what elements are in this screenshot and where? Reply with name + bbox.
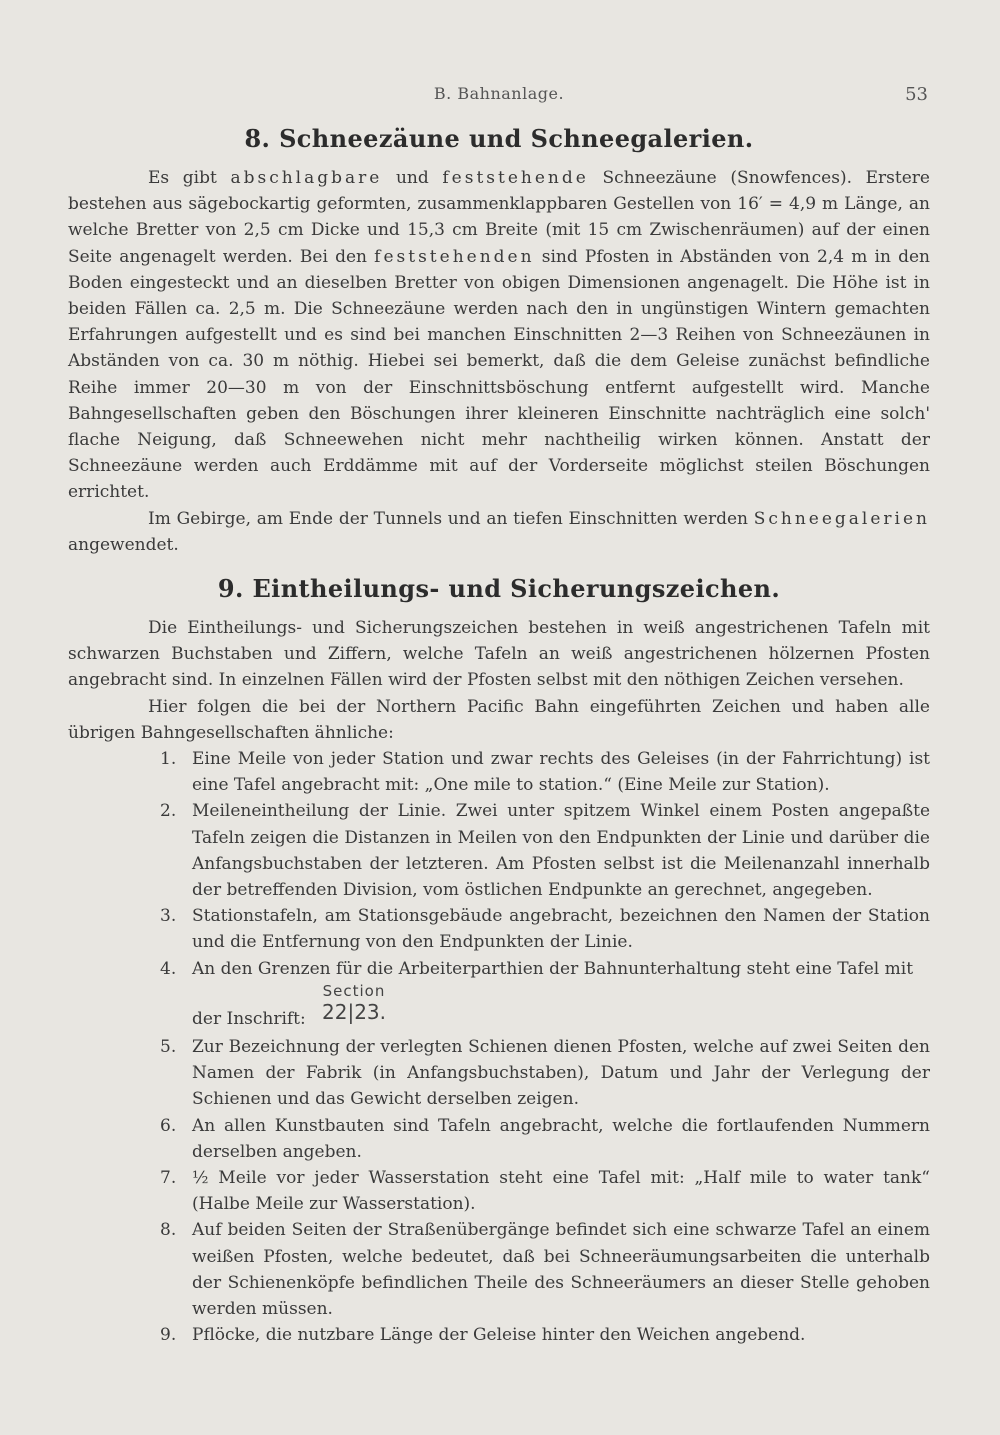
item-text: Eine Meile von jeder Station und zwar rechts des Geleises (in der Fahrrichtung) ist eine Tafel angebracht mit: „One mile to station.“ (Eine Meile zur Station). bbox=[192, 749, 930, 796]
inscription-row bbox=[192, 982, 930, 1034]
signs-list bbox=[68, 746, 930, 1348]
item-text: Pflöcke, die nutzbare Länge der Geleise hinter den Weichen angebend. bbox=[192, 1325, 806, 1346]
running-title: B. Bahnanlage. bbox=[433, 84, 565, 103]
section-8-paragraph-1 bbox=[68, 165, 930, 506]
list-item bbox=[68, 903, 930, 955]
inscription-lead: der Inschrift: bbox=[192, 1008, 306, 1029]
item-text: Zur Bezeichnung der verlegten Schienen dienen Pfosten, welche auf zwei Seiten den Namen der Fabrik (in Anfangsbuchstaben), Datum und Jahr der Verlegung der Schienen und das Gewicht derselben zeigen. bbox=[192, 1036, 930, 1110]
running-header bbox=[68, 84, 930, 114]
emphasis-schneegalerien: Schneegalerien bbox=[753, 508, 930, 529]
text-run: angewendet. bbox=[68, 534, 179, 555]
section-8-title: 8. Schneezäune und Schneegalerien. bbox=[244, 124, 754, 153]
text-run: Im Gebirge, am Ende der Tunnels und an tiefen Einschnitten werden bbox=[148, 508, 754, 529]
item-text: An allen Kunstbauten sind Tafeln angebracht, welche die fortlaufenden Nummern derselben angeben. bbox=[192, 1115, 930, 1162]
item-number: 5. bbox=[160, 1036, 177, 1057]
page-number: 53 bbox=[905, 84, 928, 105]
list-item bbox=[68, 798, 930, 903]
text-run: Schneezäune (Snowfences). Erstere bestehen aus sägebockartig geformten, zusammenklappbaren Gestellen von 16′ = 4,9 m Länge, an welche Bretter von 2,5 cm Dicke und 15,3 cm Breite (mit 15 cm Zwischenräumen) auf der einen Seite angenagelt werden. Bei den bbox=[68, 168, 930, 267]
list-item bbox=[68, 956, 930, 1034]
item-number: 3. bbox=[160, 906, 177, 927]
inscription-sign bbox=[322, 982, 386, 1024]
list-item bbox=[68, 1322, 930, 1348]
list-item bbox=[68, 1165, 930, 1217]
list-item bbox=[68, 746, 930, 798]
section-8-paragraph-2 bbox=[68, 506, 930, 558]
emphasis-feststehenden: feststehenden bbox=[374, 246, 535, 267]
item-number: 2. bbox=[160, 801, 177, 822]
inscription-line-2: 22|23. bbox=[322, 999, 386, 1024]
section-9-paragraph-2: Hier folgen die bei der Northern Pacific Bahn eingeführten Zeichen und haben alle übrigen Bahngesellschaften ähnliche: bbox=[68, 696, 930, 743]
text-run: Es gibt bbox=[148, 168, 231, 188]
list-item bbox=[68, 1034, 930, 1113]
section-9-title: 9. Eintheilungs- und Sicherungszeichen. bbox=[217, 574, 781, 604]
list-item bbox=[68, 1113, 930, 1165]
text-run: und bbox=[382, 168, 443, 188]
item-number: 1. bbox=[160, 749, 177, 770]
item-number: 8. bbox=[160, 1220, 177, 1241]
item-text: Stationstafeln, am Stationsgebäude angebracht, bezeichnen den Namen der Station und die Entfernung von den Endpunkten der Linie. bbox=[192, 906, 930, 953]
text-run: sind Pfosten in Abständen von 2,4 m in den Boden eingesteckt und an dieselben Bretter von obigen Dimensionen angenagelt. Die Höhe ist in beiden Fällen ca. 2,5 m. Die Schneezäune werden nach den in ungünstigen Wintern gemachten Erfahrungen aufgestellt und es sind bei manchen Einschnitten 2—3 Reihen von Schneezäunen in Abständen von ca. 30 m nöthig. Hiebei sei bemerkt, daß die dem Geleise zunächst befindliche Reihe immer 20—30 m von der Einschnittsböschung entfernt aufgestellt wird. Manche Bahngesellschaften geben den Böschungen ihrer kleineren Einschnitte nachträglich eine solch' flache Neigung, daß Schneewehen nicht mehr nachtheilig wirken können. Anstatt der Schneezäune werden auch Erddämme mit auf der Vorderseite möglichst steilen Böschungen errichtet. bbox=[68, 246, 930, 503]
emphasis-abschlagbare: abschlagbare bbox=[230, 168, 383, 188]
item-text: ½ Meile vor jeder Wasserstation steht eine Tafel mit: „Half mile to water tank“ (Halbe Meile zur Wasserstation). bbox=[192, 1167, 930, 1215]
item-number: 7. bbox=[160, 1167, 177, 1188]
item-text: Auf beiden Seiten der Straßenübergänge befindet sich eine schwarze Tafel an einem weißen Pfosten, welche bedeutet, daß bei Schneeräumungsarbeiten die unterhalb der Schienenköpfe befindlichen Theile des Schneeräumers an dieser Stelle gehoben werden müssen. bbox=[192, 1220, 930, 1319]
emphasis-feststehende: feststehende bbox=[442, 168, 589, 188]
item-number: 9. bbox=[160, 1325, 177, 1346]
item-number: 4. bbox=[160, 958, 177, 979]
item-text: An den Grenzen für die Arbeiterparthien der Bahnunterhaltung steht eine Tafel mit bbox=[192, 958, 914, 979]
list-item bbox=[68, 1217, 930, 1322]
inscription-line-1: Section bbox=[322, 981, 386, 1000]
section-9-paragraph-1: Die Eintheilungs- und Sicherungszeichen bestehen in weiß angestrichenen Tafeln mit schwarzen Buchstaben und Ziffern, welche Tafeln an weiß angestrichenen hölzernen Pfosten angebracht sind. In einzelnen Fällen wird der Pfosten selbst mit den nöthigen Zeichen versehen. bbox=[68, 618, 930, 691]
item-number: 6. bbox=[160, 1115, 177, 1136]
item-text: Meileneintheilung der Linie. Zwei unter spitzem Winkel einem Posten angepaßte Tafeln zeigen die Distanzen in Meilen von den Endpunkten der Linie und darüber die Anfangsbuchstaben der letzteren. Am Pfosten selbst ist die Meilenanzahl innerhalb der betreffenden Division, vom östlichen Endpunkte an gerechnet, angegeben. bbox=[192, 801, 930, 901]
